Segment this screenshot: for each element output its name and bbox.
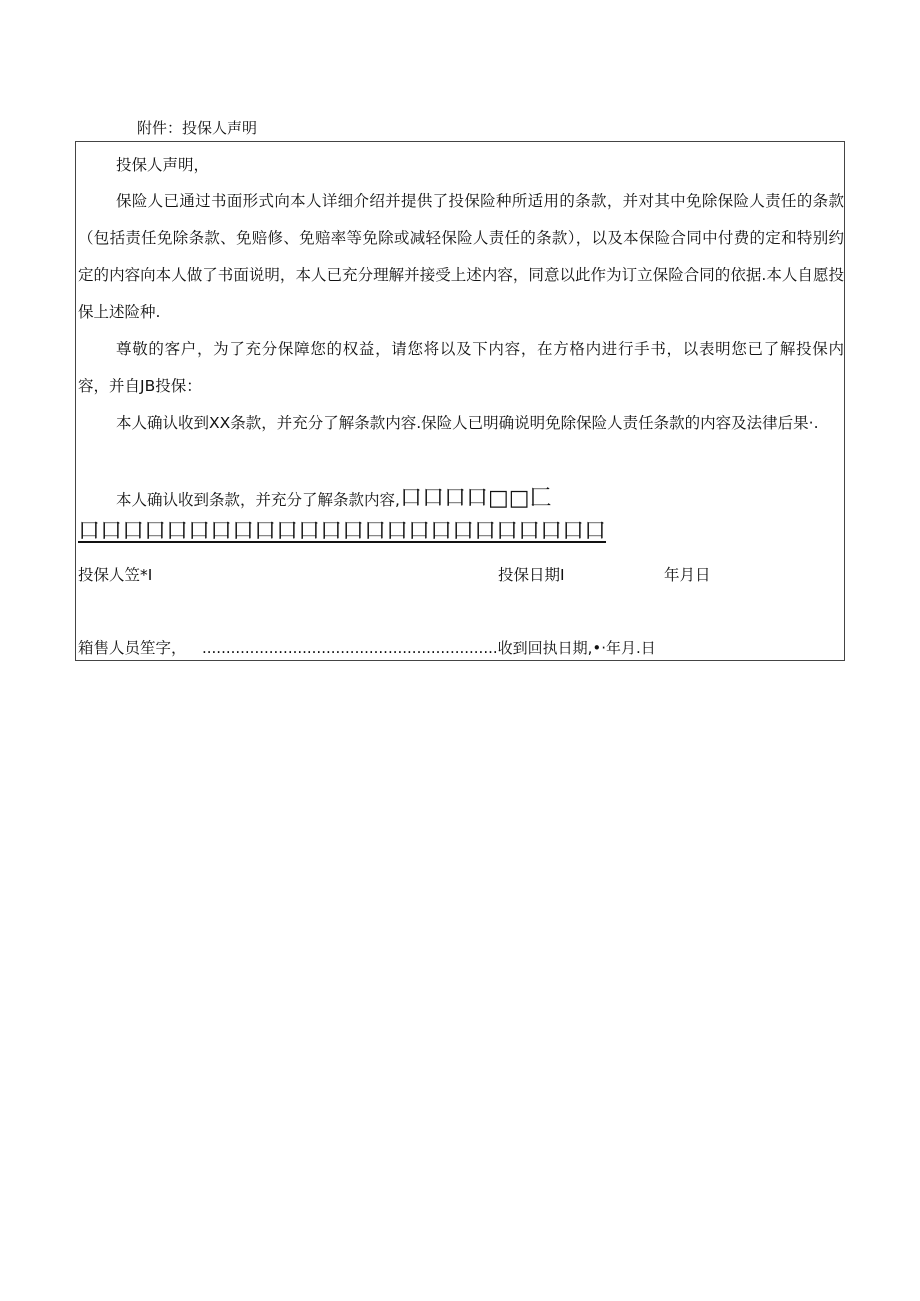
handwriting-boxes-row[interactable]: 口口口口口口口口口口口口口口口口口口口口口口口口	[78, 519, 607, 544]
receipt-date-line: ..............................................................收到回执日期,•·年月.日	[202, 639, 656, 657]
applicant-signature-label: 投保人笠*I	[78, 566, 153, 584]
handwriting-confirm-text: 本人确认收到条款，并充分了解条款内容,	[116, 491, 400, 509]
declaration-paragraph-confirm-xx: 本人确认收到XX条款，并充分了解条款内容.保险人已明确说明免除保险人责任条款的内容及法律后果·.	[116, 414, 819, 432]
sales-signature-label: 箱售人员笙字，	[78, 639, 187, 657]
handwriting-confirm-line	[116, 488, 552, 511]
applicant-date-label: 投保日期I	[498, 566, 565, 584]
declaration-paragraph-terms: 保险人已通过书面形式向本人详细介绍并提供了投保险种所适用的条款，并对其中免除保险人责任的条款（包括责任免除条款、免赔修、免赔率等免除或减轻保险人责任的条款），以及本保险合同中付费的定和特别约定的内容向本人做了书面说明，本人已充分理解并接受上述内容，同意以此作为订立保险合同的依据.本人自愿投保上述险种.	[78, 192, 844, 321]
declaration-paragraph-instruction: 尊敬的客户，为了充分保障您的权益，请您将以及下内容，在方格内进行手书，以表明您已了解投保内容，并自JB投保：	[78, 340, 844, 395]
attachment-title: 附件：投保人声明	[137, 119, 258, 137]
handwriting-boxes-inline[interactable]: 口口口口□□匚	[399, 486, 552, 511]
applicant-date-suffix: 年月日	[664, 566, 711, 584]
declaration-heading: 投保人声明，	[116, 156, 210, 174]
declaration-box	[75, 141, 845, 661]
